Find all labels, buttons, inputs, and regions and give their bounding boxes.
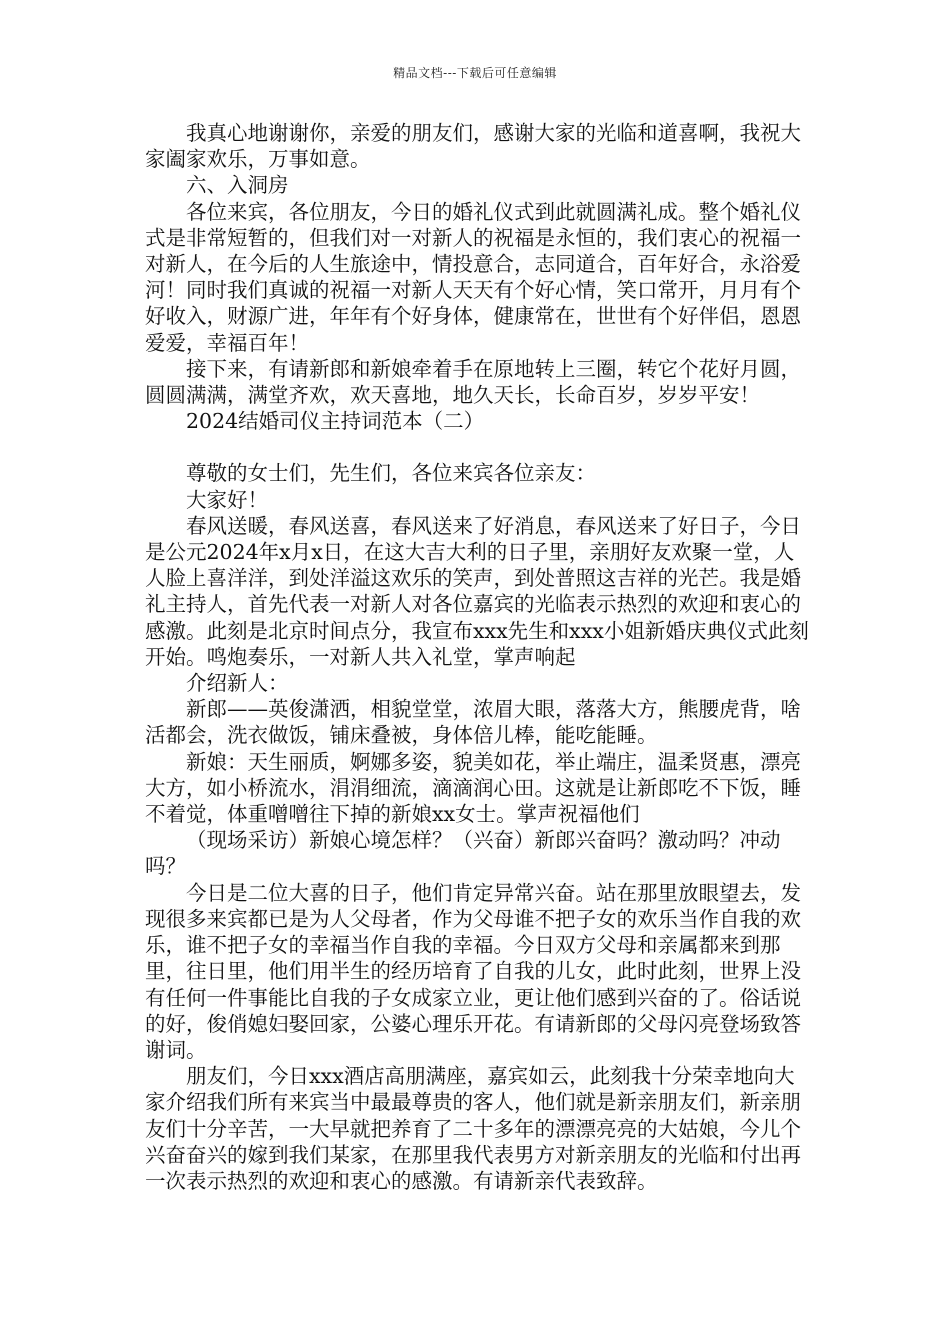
paragraph-in-laws: 朋友们，今日xxx酒店高朋满座，嘉宾如云，此刻我十分荣幸地向大家介绍我们所有来宾当中最最尊贵的客人，他们就是新亲朋友们，新亲朋友们十分辛苦，一大早就把养育了二十多年的漂漂亮亮的大姑娘，今儿个兴奋奋兴的嫁到我们某家，在那里我代表男方对新亲朋友的光临和付出再一次表示热烈的欢迎和衷心的感激。有请新亲代表致辞。: [145, 1064, 801, 1193]
paragraph-turn-three-circles: 接下来，有请新郎和新娘牵着手在原地转上三圈，转它个花好月圆，圆圆满满，满堂齐欢，欢天喜地，地久天长，长命百岁，岁岁平安！: [145, 356, 801, 408]
section-heading-bridal-chamber: 六、入洞房: [186, 173, 289, 198]
page-header-note: 精品文档---下载后可任意编辑: [393, 66, 557, 80]
paragraph-ceremony-closing: 各位来宾，各位朋友，今日的婚礼仪式到此就圆满礼成。整个婚礼仪式是非常短暂的，但我们对一对新人的祝福是永恒的，我们衷心的祝福一对新人，在今后的人生旅途中，情投意合，志同道合，百年好合，永浴爱河！同时我们真诚的祝福一对新人天天有个好心情，笑口常开，月月有个好收入，财源广进，年年有个好身体，健康常在，世世有个好伴侣，恩恩爱爱，幸福百年！: [145, 199, 801, 355]
paragraph-bride: 新娘：天生丽质，婀娜多姿，貌美如花，举止端庄，温柔贤惠，漂亮大方，如小桥流水，涓涓细流，滴滴润心田。这就是让新郎吃不下饭，睡不着觉，体重噌噌往下掉的新娘xx女士。掌声祝福他们: [145, 749, 801, 827]
paragraph-spring-breeze: 春风送暖，春风送喜，春风送来了好消息，春风送来了好日子，今日是公元2024年x月x日，在这大吉大利的日子里，亲朋好友欢聚一堂，人人脸上喜洋洋，到处洋溢这欢乐的笑声，到处普照这吉祥的光芒。我是婚礼主持人，首先代表一对新人对各位嘉宾的光临表示热烈的欢迎和衷心的感激。此刻是北京时间点分，我宣布xxx先生和xxx小姐新婚庆典仪式此刻开始。鸣炮奏乐，一对新人共入礼堂，掌声响起: [145, 513, 809, 669]
document-body: [145, 120, 813, 1194]
paragraph-interview: （现场采访）新娘心境怎样？（兴奋）新郎兴奋吗？激动吗？冲动吗？: [145, 828, 781, 879]
paragraph-thanks: 我真心地谢谢你，亲爱的朋友们，感谢大家的光临和道喜啊，我祝大家阖家欢乐，万事如意。: [145, 121, 801, 172]
document-title-part-two: 2024结婚司仪主持词范本（二）: [186, 409, 485, 434]
paragraph-hello: 大家好！: [186, 487, 268, 512]
paragraph-greeting: 尊敬的女士们，先生们，各位来宾各位亲友：: [186, 461, 596, 486]
paragraph-parents: 今日是二位大喜的日子，他们肯定异常兴奋。站在那里放眼望去，发现很多来宾都已是为人父母者，作为父母谁不把子女的欢乐当作自我的欢乐，谁不把子女的幸福当作自我的幸福。今日双方父母和亲属都来到那里，往日里，他们用半生的经历培育了自我的儿女，此时此刻，世界上没有任何一件事能比自我的子女成家立业，更让他们感到兴奋的了。俗话说的好，俊俏媳妇娶回家，公婆心理乐开花。有请新郎的父母闪亮登场致答谢词。: [145, 880, 801, 1062]
paragraph-introduce-couple: 介绍新人：: [186, 671, 289, 696]
blank-line: [145, 434, 813, 460]
paragraph-groom: 新郎——英俊潇洒，相貌堂堂，浓眉大眼，落落大方，熊腰虎背，啥活都会，洗衣做饭，铺床叠被，身体倍儿棒，能吃能睡。: [145, 697, 801, 748]
